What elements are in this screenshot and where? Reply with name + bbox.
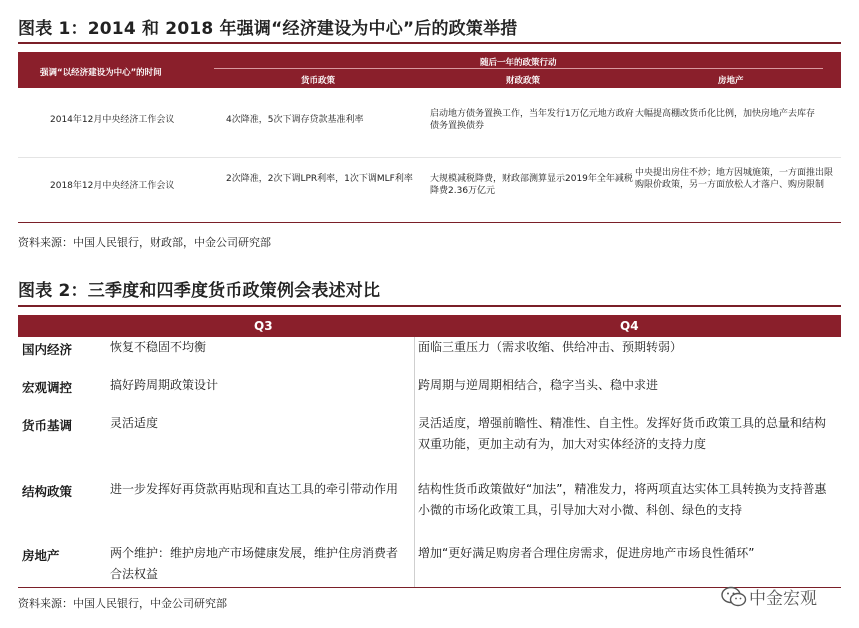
watermark-text: 中金宏观 — [749, 589, 817, 609]
figure2-row-label: 结构政策 — [22, 484, 73, 499]
figure2-row-q4: 跨周期与逆周期相结合，稳字当头、稳中求进 — [418, 378, 659, 392]
figure1-row-2014 — [18, 100, 841, 150]
watermark — [721, 582, 849, 622]
figure1-header-fiscal: 财政政策 — [506, 76, 541, 86]
figure1-header-monetary: 货币政策 — [301, 76, 336, 86]
figure1-row-time: 2018年12月中央经济工作会议 — [50, 181, 175, 191]
figure2-title: 图表 2：三季度和四季度货币政策例会表述对比 — [18, 281, 381, 301]
figure2-row-label: 房地产 — [22, 548, 60, 563]
figure1-source: 资料来源：中国人民银行，财政部，中金公司研究部 — [18, 236, 271, 249]
figure2-row-q4: 增加“更好满足购房者合理住房需求，促进房地产市场良性循环” — [418, 546, 755, 560]
figure2-row-q3: 进一步发挥好再贷款再贴现和直达工具的牵引带动作用 — [110, 482, 399, 496]
figure2-row-q3: 灵活适度 — [110, 416, 159, 430]
figure2-row-label: 宏观调控 — [22, 380, 73, 395]
figure1-header-property: 房地产 — [718, 76, 744, 86]
figure2-header-q4: Q4 — [620, 319, 639, 333]
figure1-header-group: 随后一年的政策行动 — [480, 58, 557, 68]
figure2-row-q3: 两个维护：维护房地产市场健康发展，维护住房消费者合法权益 — [110, 546, 399, 581]
figure2-row-label: 货币基调 — [22, 418, 73, 433]
figure1-row-fiscal: 启动地方债务置换工作，当年发行1万亿元地方政府债务置换债券 — [430, 109, 634, 131]
figure1-row-monetary: 2次降准，2次下调LPR利率，1次下调MLF利率 — [226, 174, 413, 184]
figure2-column-divider — [414, 337, 415, 587]
figure1-row-time: 2014年12月中央经济工作会议 — [50, 115, 175, 125]
figure1-title: 图表 1：2014 和 2018 年强调“经济建设为中心”后的政策举措 — [18, 19, 518, 39]
figure1-row-fiscal: 大规模减税降费，财政部测算显示2019年全年减税降费2.36万亿元 — [430, 174, 633, 196]
figure1-table-header — [18, 52, 841, 88]
figure1-row-property: 大幅提高棚改货币化比例，加快房地产去库存 — [635, 109, 816, 119]
figure2-title-rule — [18, 305, 841, 307]
figure2-row-q3: 搞好跨周期政策设计 — [110, 378, 219, 392]
figure1-row-monetary: 4次降准，5次下调存贷款基准利率 — [226, 115, 364, 125]
figure2-source: 资料来源：中国人民银行，中金公司研究部 — [18, 597, 227, 610]
figure1-title-rule — [18, 42, 841, 44]
figure1-bottom-rule — [18, 222, 841, 223]
figure1-row-property: 中央提出房住不炒；地方因城施策，一方面推出限购限价政策，另一方面放松人才落户、购房限制 — [635, 168, 834, 190]
figure2-header-q3: Q3 — [254, 319, 273, 333]
figure2-row-q4: 面临三重压力（需求收缩、供给冲击、预期转弱） — [418, 340, 683, 354]
figure2-row-q3: 恢复不稳固不均衡 — [110, 340, 207, 354]
wechat-icon — [721, 586, 747, 608]
figure1-row-2018 — [18, 164, 841, 214]
figure2-row-q4: 结构性货币政策做好“加法”，精准发力，将两项直达实体工具转换为支持普惠小微的市场化政策工具，引导加大对小微、科创、绿色的支持 — [418, 482, 827, 517]
figure1-header-time: 强调“以经济建设为中心”的时间 — [40, 68, 162, 78]
figure1-row-separator — [18, 157, 841, 158]
figure1-header-divider — [214, 68, 823, 69]
figure2-row-q4: 灵活适度，增强前瞻性、精准性、自主性。发挥好货币政策工具的总量和结构双重功能，更加主动有为，加大对实体经济的支持力度 — [418, 416, 827, 451]
figure2-row-label: 国内经济 — [22, 342, 73, 357]
figure2-table-header — [18, 315, 841, 337]
figure2-bottom-rule — [18, 587, 841, 588]
